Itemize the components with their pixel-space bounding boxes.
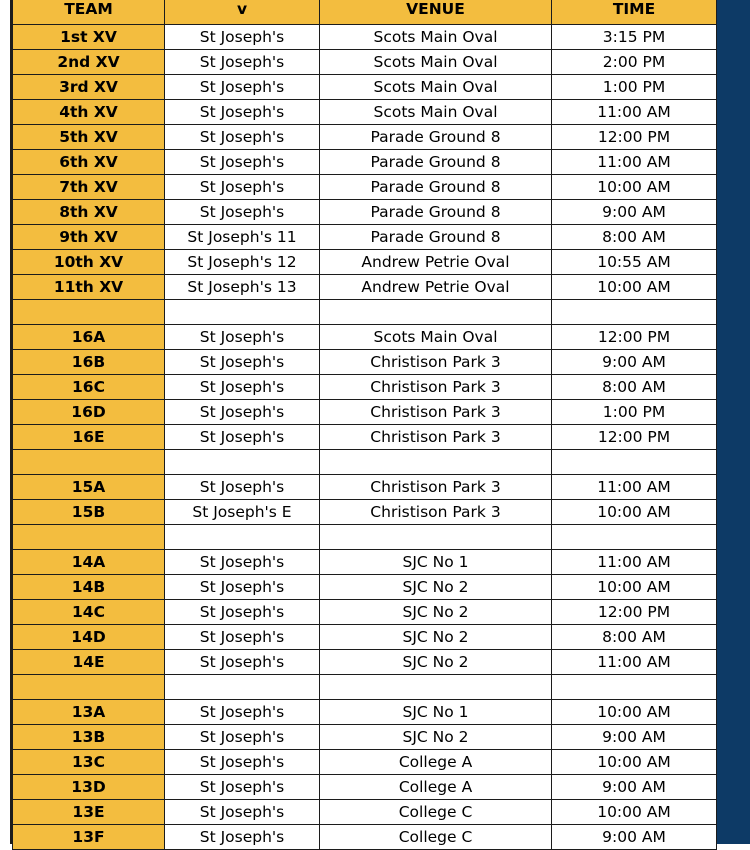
opponent-cell: St Joseph's: [165, 775, 320, 800]
venue-cell: SJC No 2: [320, 625, 552, 650]
opponent-cell: St Joseph's: [165, 100, 320, 125]
table-row: [13, 225, 717, 250]
table-body: [13, 25, 717, 850]
spacer-cell: [165, 300, 320, 325]
team-cell: 4th XV: [13, 100, 165, 125]
team-cell: 9th XV: [13, 225, 165, 250]
team-cell: 16E: [13, 425, 165, 450]
venue-cell: Scots Main Oval: [320, 100, 552, 125]
spacer-cell: [165, 450, 320, 475]
left-border: [0, 0, 12, 844]
table-row: [13, 50, 717, 75]
opponent-cell: St Joseph's: [165, 650, 320, 675]
venue-cell: SJC No 2: [320, 650, 552, 675]
venue-cell: Scots Main Oval: [320, 325, 552, 350]
time-cell: 11:00 AM: [552, 475, 717, 500]
venue-cell: SJC No 1: [320, 700, 552, 725]
opponent-cell: St Joseph's 11: [165, 225, 320, 250]
table-row: [13, 275, 717, 300]
time-cell: 10:00 AM: [552, 800, 717, 825]
time-cell: 9:00 AM: [552, 725, 717, 750]
venue-cell: College C: [320, 800, 552, 825]
venue-cell: Scots Main Oval: [320, 25, 552, 50]
opponent-cell: St Joseph's: [165, 175, 320, 200]
opponent-cell: St Joseph's: [165, 125, 320, 150]
spacer-row: [13, 300, 717, 325]
time-cell: 3:15 PM: [552, 25, 717, 50]
venue-cell: Scots Main Oval: [320, 75, 552, 100]
time-cell: 10:00 AM: [552, 700, 717, 725]
opponent-cell: St Joseph's: [165, 200, 320, 225]
team-cell: 11th XV: [13, 275, 165, 300]
opponent-cell: St Joseph's: [165, 575, 320, 600]
time-cell: 11:00 AM: [552, 550, 717, 575]
table-row: [13, 750, 717, 775]
venue-cell: College C: [320, 825, 552, 850]
header-time: TIME: [552, 0, 717, 25]
team-cell: 14E: [13, 650, 165, 675]
right-side-band: [716, 0, 750, 844]
team-cell: 13F: [13, 825, 165, 850]
venue-cell: Scots Main Oval: [320, 50, 552, 75]
opponent-cell: St Joseph's: [165, 25, 320, 50]
venue-cell: SJC No 1: [320, 550, 552, 575]
venue-cell: Christison Park 3: [320, 475, 552, 500]
spacer-cell: [320, 300, 552, 325]
table-row: [13, 150, 717, 175]
table-row: [13, 200, 717, 225]
table-row: [13, 625, 717, 650]
table-row: [13, 350, 717, 375]
opponent-cell: St Joseph's: [165, 75, 320, 100]
venue-cell: College A: [320, 750, 552, 775]
table-row: [13, 325, 717, 350]
time-cell: 10:55 AM: [552, 250, 717, 275]
opponent-cell: St Joseph's: [165, 750, 320, 775]
team-cell: 3rd XV: [13, 75, 165, 100]
spacer-cell: [13, 675, 165, 700]
table-row: [13, 175, 717, 200]
table-row: [13, 375, 717, 400]
spacer-cell: [320, 675, 552, 700]
time-cell: 1:00 PM: [552, 400, 717, 425]
table-row: [13, 775, 717, 800]
team-cell: 6th XV: [13, 150, 165, 175]
time-cell: 9:00 AM: [552, 200, 717, 225]
team-cell: 15B: [13, 500, 165, 525]
venue-cell: Christison Park 3: [320, 350, 552, 375]
table-row: [13, 250, 717, 275]
team-cell: 7th XV: [13, 175, 165, 200]
spacer-cell: [13, 450, 165, 475]
table-row: [13, 700, 717, 725]
team-cell: 16B: [13, 350, 165, 375]
team-cell: 14B: [13, 575, 165, 600]
venue-cell: Andrew Petrie Oval: [320, 250, 552, 275]
venue-cell: SJC No 2: [320, 725, 552, 750]
opponent-cell: St Joseph's: [165, 800, 320, 825]
spacer-cell: [13, 300, 165, 325]
venue-cell: Christison Park 3: [320, 375, 552, 400]
venue-cell: SJC No 2: [320, 600, 552, 625]
opponent-cell: St Joseph's E: [165, 500, 320, 525]
team-cell: 16D: [13, 400, 165, 425]
venue-cell: Christison Park 3: [320, 500, 552, 525]
team-cell: 16A: [13, 325, 165, 350]
header-venue: VENUE: [320, 0, 552, 25]
table-row: [13, 425, 717, 450]
time-cell: 12:00 PM: [552, 125, 717, 150]
team-cell: 10th XV: [13, 250, 165, 275]
spacer-cell: [552, 525, 717, 550]
table-row: [13, 600, 717, 625]
table-row: [13, 825, 717, 850]
table-row: [13, 550, 717, 575]
team-cell: 13D: [13, 775, 165, 800]
opponent-cell: St Joseph's: [165, 50, 320, 75]
opponent-cell: St Joseph's: [165, 400, 320, 425]
spacer-row: [13, 675, 717, 700]
table-row: [13, 575, 717, 600]
spacer-cell: [13, 525, 165, 550]
team-cell: 1st XV: [13, 25, 165, 50]
time-cell: 9:00 AM: [552, 350, 717, 375]
time-cell: 8:00 AM: [552, 375, 717, 400]
spacer-cell: [552, 675, 717, 700]
venue-cell: Parade Ground 8: [320, 125, 552, 150]
time-cell: 8:00 AM: [552, 625, 717, 650]
team-cell: 14A: [13, 550, 165, 575]
time-cell: 12:00 PM: [552, 600, 717, 625]
time-cell: 10:00 AM: [552, 575, 717, 600]
time-cell: 11:00 AM: [552, 650, 717, 675]
spacer-cell: [552, 450, 717, 475]
spacer-row: [13, 525, 717, 550]
table-row: [13, 75, 717, 100]
opponent-cell: St Joseph's 13: [165, 275, 320, 300]
table-header: [13, 0, 717, 25]
opponent-cell: St Joseph's: [165, 700, 320, 725]
opponent-cell: St Joseph's: [165, 550, 320, 575]
opponent-cell: St Joseph's 12: [165, 250, 320, 275]
team-cell: 14D: [13, 625, 165, 650]
venue-cell: Parade Ground 8: [320, 175, 552, 200]
team-cell: 13E: [13, 800, 165, 825]
venue-cell: Parade Ground 8: [320, 225, 552, 250]
spacer-cell: [165, 675, 320, 700]
opponent-cell: St Joseph's: [165, 600, 320, 625]
time-cell: 8:00 AM: [552, 225, 717, 250]
fixtures-table: [12, 0, 717, 850]
time-cell: 12:00 PM: [552, 325, 717, 350]
opponent-cell: St Joseph's: [165, 425, 320, 450]
opponent-cell: St Joseph's: [165, 475, 320, 500]
time-cell: 12:00 PM: [552, 425, 717, 450]
table-row: [13, 650, 717, 675]
venue-cell: Christison Park 3: [320, 425, 552, 450]
spacer-cell: [320, 450, 552, 475]
time-cell: 1:00 PM: [552, 75, 717, 100]
team-cell: 13C: [13, 750, 165, 775]
table-row: [13, 725, 717, 750]
header-row: [13, 0, 717, 25]
venue-cell: Christison Park 3: [320, 400, 552, 425]
team-cell: 15A: [13, 475, 165, 500]
spacer-cell: [320, 525, 552, 550]
opponent-cell: St Joseph's: [165, 625, 320, 650]
table-row: [13, 800, 717, 825]
time-cell: 11:00 AM: [552, 100, 717, 125]
team-cell: 5th XV: [13, 125, 165, 150]
table-row: [13, 500, 717, 525]
time-cell: 11:00 AM: [552, 150, 717, 175]
venue-cell: Parade Ground 8: [320, 150, 552, 175]
header-team: TEAM: [13, 0, 165, 25]
venue-cell: Parade Ground 8: [320, 200, 552, 225]
time-cell: 10:00 AM: [552, 750, 717, 775]
team-cell: 2nd XV: [13, 50, 165, 75]
team-cell: 14C: [13, 600, 165, 625]
team-cell: 16C: [13, 375, 165, 400]
spacer-cell: [552, 300, 717, 325]
opponent-cell: St Joseph's: [165, 375, 320, 400]
time-cell: 9:00 AM: [552, 775, 717, 800]
header-opponent: v: [165, 0, 320, 25]
time-cell: 10:00 AM: [552, 500, 717, 525]
table-row: [13, 475, 717, 500]
time-cell: 9:00 AM: [552, 825, 717, 850]
opponent-cell: St Joseph's: [165, 825, 320, 850]
opponent-cell: St Joseph's: [165, 325, 320, 350]
spacer-cell: [165, 525, 320, 550]
opponent-cell: St Joseph's: [165, 150, 320, 175]
opponent-cell: St Joseph's: [165, 350, 320, 375]
time-cell: 10:00 AM: [552, 275, 717, 300]
table-row: [13, 100, 717, 125]
opponent-cell: St Joseph's: [165, 725, 320, 750]
time-cell: 2:00 PM: [552, 50, 717, 75]
venue-cell: College A: [320, 775, 552, 800]
venue-cell: SJC No 2: [320, 575, 552, 600]
table-row: [13, 400, 717, 425]
table-row: [13, 25, 717, 50]
team-cell: 8th XV: [13, 200, 165, 225]
team-cell: 13B: [13, 725, 165, 750]
venue-cell: Andrew Petrie Oval: [320, 275, 552, 300]
team-cell: 13A: [13, 700, 165, 725]
time-cell: 10:00 AM: [552, 175, 717, 200]
spacer-row: [13, 450, 717, 475]
table-row: [13, 125, 717, 150]
